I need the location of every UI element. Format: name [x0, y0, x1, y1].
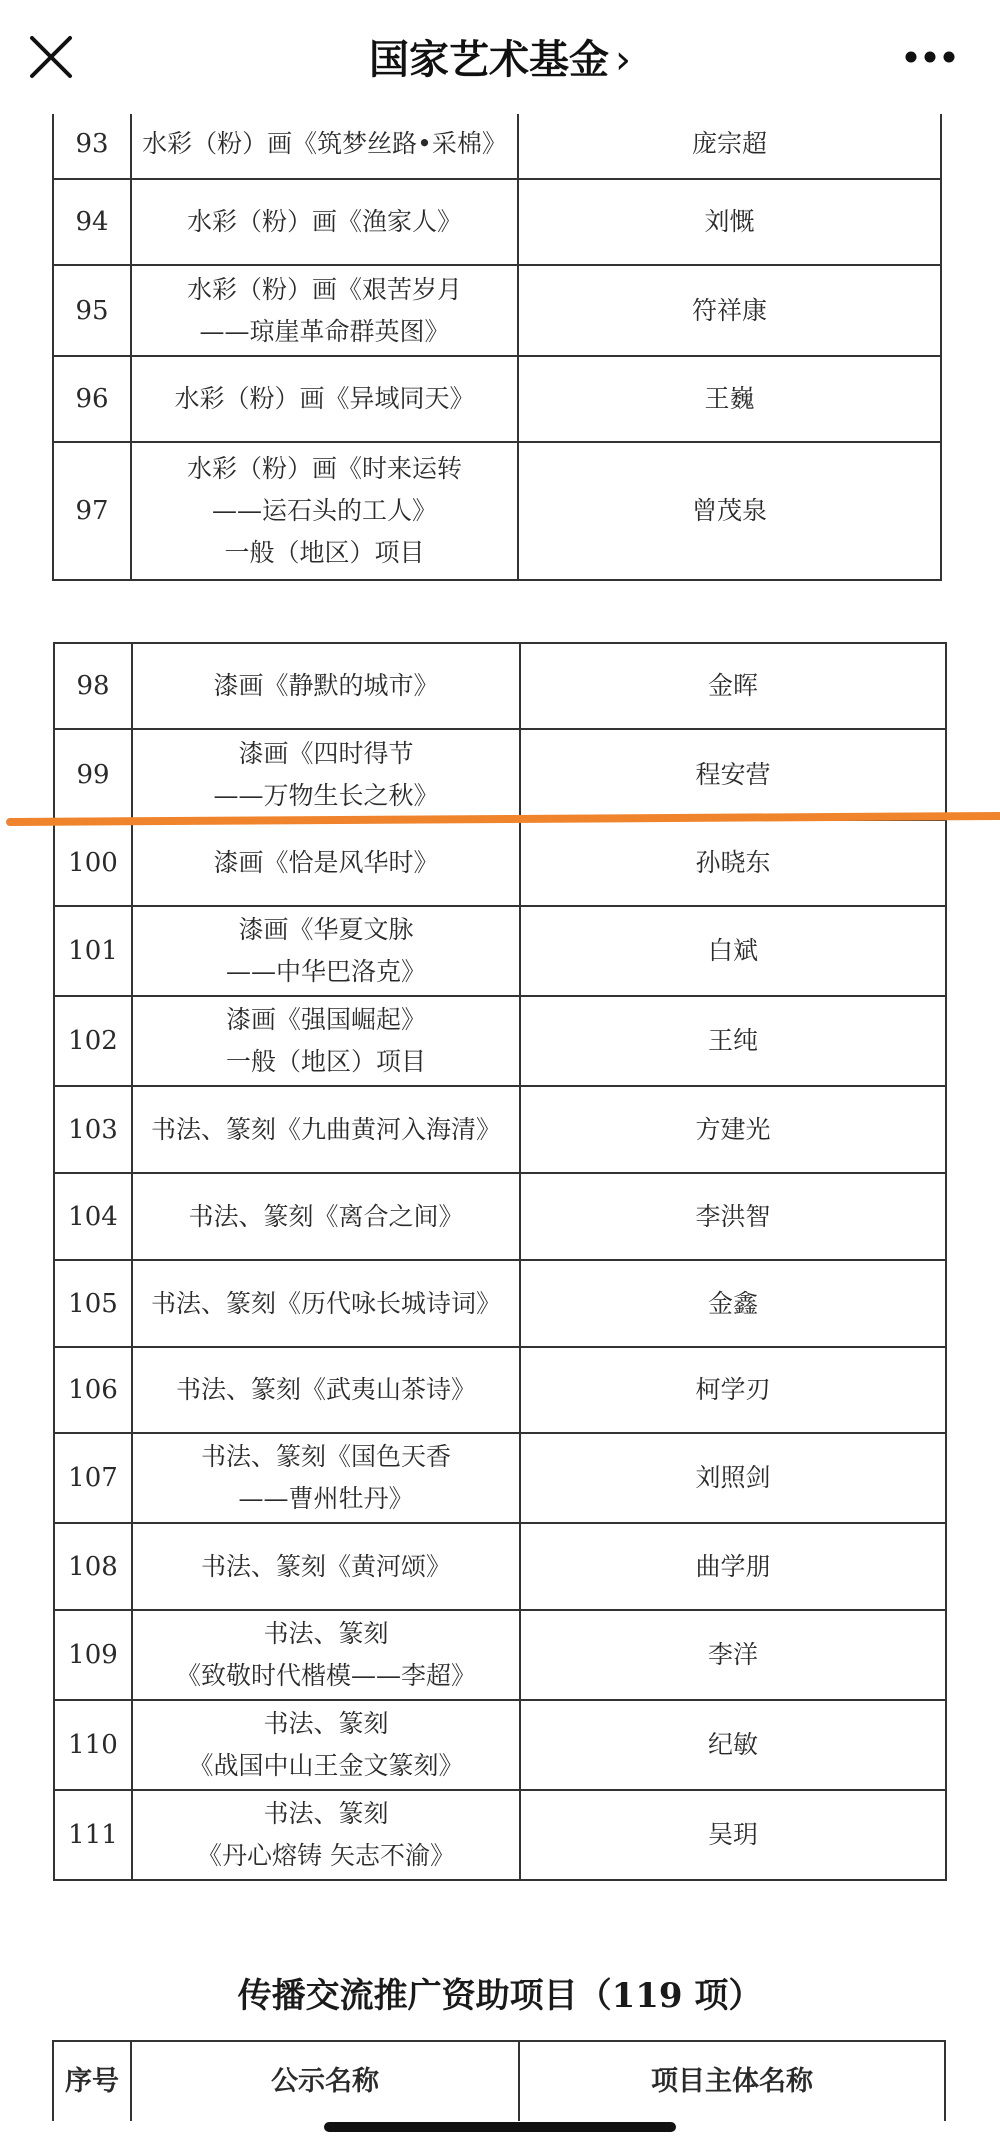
project-entity-cell: 刘慨	[518, 179, 941, 265]
project-title-cell	[132, 1173, 520, 1260]
project-title-line: 水彩（粉）画《异域同天》	[174, 384, 475, 413]
table-row	[54, 996, 946, 1086]
project-title-line: 《战国中山王金文篆刻》	[188, 1751, 464, 1780]
column-header-title: 公示名称	[131, 2041, 519, 2121]
row-number: 111	[54, 1790, 132, 1880]
project-title-cell	[132, 906, 520, 996]
table-row	[54, 1173, 946, 1260]
project-title-line: 水彩（粉）画《艰苦岁月	[186, 274, 462, 304]
project-title-cell	[132, 820, 520, 906]
project-title-line: ——曹州牡丹》	[238, 1484, 414, 1513]
table-row	[54, 1700, 946, 1790]
project-title-line: 漆画《四时得节	[238, 738, 414, 768]
project-title-line: 《致敬时代楷模——李超》	[175, 1661, 476, 1690]
project-title-cell	[132, 1790, 520, 1880]
project-title-line: 一般（地区）项目	[224, 538, 425, 567]
project-title-line: 书法、篆刻	[263, 1709, 389, 1738]
table-row	[54, 1523, 946, 1610]
project-entity-cell: 曾茂泉	[518, 442, 941, 580]
project-title-cell	[132, 1523, 520, 1610]
row-number: 109	[54, 1610, 132, 1700]
table-row	[54, 1790, 946, 1880]
project-entity-cell: 方建光	[520, 1086, 946, 1173]
project-title-line: 漆画《华夏文脉	[238, 915, 414, 944]
row-number: 95	[53, 265, 131, 356]
project-title-line: 书法、篆刻	[263, 1619, 389, 1648]
row-number: 94	[53, 179, 131, 265]
row-number: 101	[54, 906, 132, 996]
project-entity-cell: 符祥康	[518, 265, 941, 356]
nav-bar	[0, 0, 1000, 114]
account-title[interactable]	[0, 28, 1000, 85]
home-indicator[interactable]	[324, 2122, 676, 2132]
table-header-row	[53, 2041, 945, 2121]
row-number: 106	[54, 1347, 132, 1433]
project-entity-cell: 王纯	[520, 996, 946, 1086]
row-number: 93	[53, 110, 131, 179]
project-title-cell	[131, 442, 518, 580]
project-title-line: 书法、篆刻《黄河颂》	[200, 1551, 451, 1581]
row-number: 108	[54, 1523, 132, 1610]
table-row	[53, 110, 941, 179]
project-title-line: 书法、篆刻《离合之间》	[188, 1201, 464, 1231]
project-title-line: 水彩（粉）画《时来运转	[186, 454, 462, 483]
project-title-line: ——中华巴洛克》	[225, 957, 426, 986]
project-title-line: ——运石头的工人》	[211, 496, 437, 525]
project-title-cell	[131, 265, 518, 356]
project-entity-cell: 白斌	[520, 906, 946, 996]
column-header-index: 序号	[53, 2041, 131, 2121]
section-heading: 传播交流推广资助项目（119 项）	[237, 1976, 763, 2016]
project-title-cell	[132, 729, 520, 820]
more-icon[interactable]	[904, 50, 956, 64]
table-row	[54, 820, 946, 906]
table-row	[53, 442, 941, 580]
row-number: 99	[54, 729, 132, 820]
table-row	[54, 1347, 946, 1433]
project-entity-cell: 吴玥	[520, 1790, 946, 1880]
project-entity-cell: 孙晓东	[520, 820, 946, 906]
row-number: 105	[54, 1260, 132, 1347]
project-title-cell	[132, 643, 520, 729]
project-table-top	[52, 110, 942, 581]
project-title-line: 一般（地区）项目	[225, 1047, 426, 1076]
project-title-line: 书法、篆刻《国色天香	[200, 1442, 451, 1471]
project-title-line: 书法、篆刻《九曲黄河入海清》	[150, 1114, 501, 1144]
table-row	[53, 265, 941, 356]
table-row	[54, 729, 946, 820]
project-title-cell	[131, 179, 518, 265]
table-row	[54, 1610, 946, 1700]
row-number: 107	[54, 1433, 132, 1523]
project-title-line: ——万物生长之秋》	[213, 780, 439, 810]
header-table	[52, 2040, 946, 2121]
row-number: 98	[54, 643, 132, 729]
project-title-cell	[131, 110, 518, 179]
row-number: 110	[54, 1700, 132, 1790]
project-entity-cell: 刘照剑	[520, 1433, 946, 1523]
table-row	[54, 906, 946, 996]
project-title-cell	[132, 1260, 520, 1347]
project-entity-cell: 曲学朋	[520, 1523, 946, 1610]
project-title-line: 水彩（粉）画《筑梦丝路•采棉》	[142, 129, 507, 158]
project-title-line: 水彩（粉）画《渔家人》	[186, 207, 462, 236]
project-entity-cell: 王巍	[518, 356, 941, 442]
row-number: 97	[53, 442, 131, 580]
project-entity-cell: 金晖	[520, 643, 946, 729]
chevron-right-icon: ›	[615, 37, 631, 83]
project-entity-cell: 李洋	[520, 1610, 946, 1700]
project-title-line: ——琼崖革命群英图》	[199, 316, 450, 346]
account-name[interactable]: 国家艺术基金	[369, 37, 609, 83]
project-title-line: 《丹心熔铸 矢志不渝》	[197, 1841, 455, 1870]
project-entity-cell: 李洪智	[520, 1173, 946, 1260]
project-entity-cell: 柯学刃	[520, 1347, 946, 1433]
row-number: 104	[54, 1173, 132, 1260]
project-title-line: 漆画《静默的城市》	[213, 671, 439, 700]
project-entity-cell: 庞宗超	[518, 110, 941, 179]
project-title-line: 书法、篆刻《武夷山茶诗》	[175, 1375, 476, 1404]
project-entity-cell: 纪敏	[520, 1700, 946, 1790]
table-row	[54, 643, 946, 729]
row-number: 103	[54, 1086, 132, 1173]
table-row	[54, 1433, 946, 1523]
table-row	[53, 179, 941, 265]
project-entity-cell: 金鑫	[520, 1260, 946, 1347]
table-row	[53, 356, 941, 442]
project-title-cell	[132, 1610, 520, 1700]
project-title-line: 漆画《恰是风华时》	[213, 848, 439, 877]
project-title-cell	[132, 1433, 520, 1523]
project-title-cell	[132, 1086, 520, 1173]
row-number: 96	[53, 356, 131, 442]
project-title-line: 书法、篆刻	[263, 1799, 389, 1828]
project-title-cell	[132, 1347, 520, 1433]
project-title-cell	[132, 1700, 520, 1790]
table-row	[54, 1086, 946, 1173]
project-title-line: 漆画《强国崛起》	[225, 1005, 426, 1034]
column-header-entity: 项目主体名称	[519, 2041, 945, 2121]
row-number: 100	[54, 820, 132, 906]
project-entity-cell: 程安营	[520, 729, 946, 820]
project-table-main	[53, 642, 947, 1881]
table-row	[54, 1260, 946, 1347]
row-number: 102	[54, 996, 132, 1086]
project-title-cell	[132, 996, 520, 1086]
project-title-line: 书法、篆刻《历代咏长城诗词》	[150, 1288, 501, 1318]
project-title-cell	[131, 356, 518, 442]
